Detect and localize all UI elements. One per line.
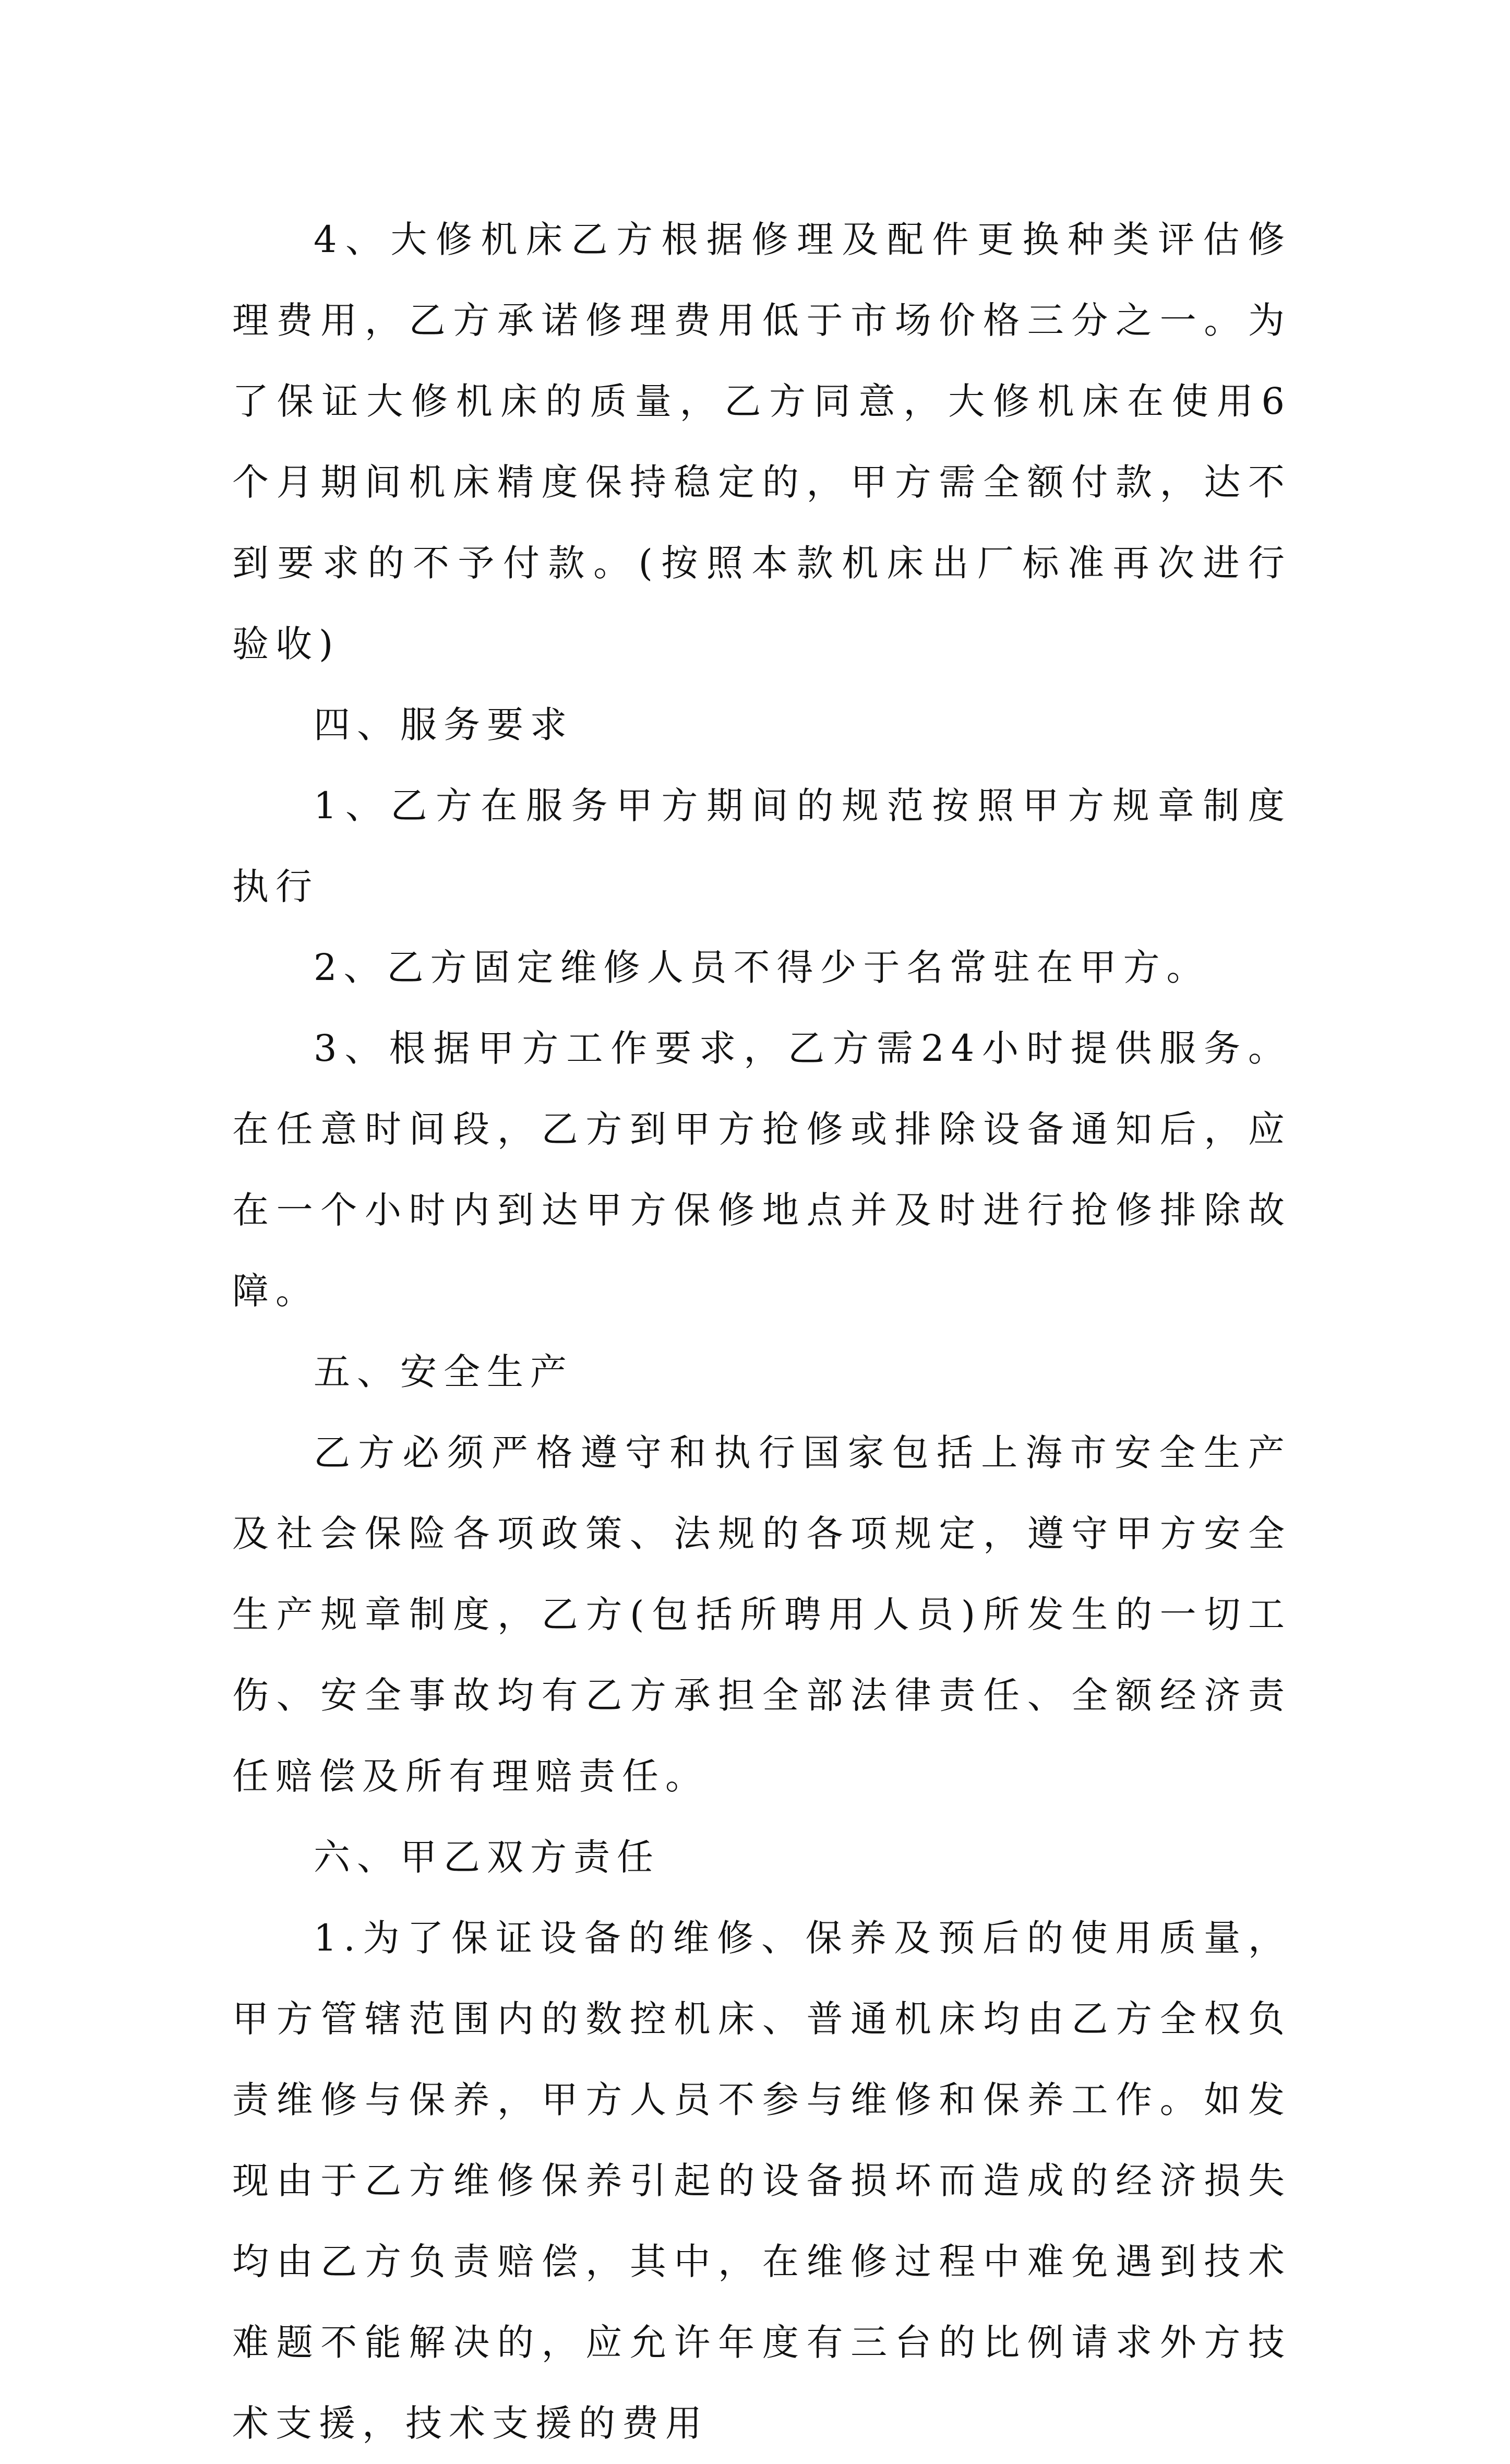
paragraph-safety-production: 乙方必须严格遵守和执行国家包括上海市安全生产及社会保险各项政策、法规的各项规定，遵守甲方安全生产规章制度，乙方(包括所聘用人员)所发生的一切工伤、安全事故均有乙方承担全部法律责任、全额经济责任赔偿及所有理赔责任。 bbox=[232, 1431, 1291, 1798]
paragraph-overhaul-cost: 4、大修机床乙方根据修理及配件更换种类评估修理费用，乙方承诺修理费用低于市场价格三分之一。为了保证大修机床的质量，乙方同意，大修机床在使用6个月期间机床精度保持稳定的，甲方需全额付款，达不到要求的不予付款。(按照本款机床出厂标准再次进行验收) bbox=[232, 218, 1291, 665]
section-heading-responsibilities: 六、甲乙双方责任 bbox=[314, 1836, 660, 1879]
document-body bbox=[232, 199, 1291, 2464]
paragraph-service-rule-2: 2、乙方固定维修人员不得少于名常驻在甲方。 bbox=[314, 946, 1210, 989]
section-heading-safety-production: 五、安全生产 bbox=[314, 1350, 573, 1393]
paragraph-service-rule-1: 1、乙方在服务甲方期间的规范按照甲方规章制度执行 bbox=[232, 784, 1291, 908]
paragraph-service-rule-3: 3、根据甲方工作要求，乙方需24小时提供服务。在任意时间段，乙方到甲方抢修或排除设备通知后，应在一个小时内到达甲方保修地点并及时进行抢修排除故障。 bbox=[232, 1027, 1291, 1312]
section-heading-service-requirements: 四、服务要求 bbox=[314, 703, 573, 746]
paragraph-responsibility-1: 1.为了保证设备的维修、保养及预后的使用质量，甲方管辖范围内的数控机床、普通机床均由乙方全权负责维修与保养，甲方人员不参与维修和保养工作。如发现由于乙方维修保养引起的设备损坏而造成的经济损失均由乙方负责赔偿，其中，在维修过程中难免遇到技术难题不能解决的，应允许年度有三台的比例请求外方技术支援，技术支援的费用 bbox=[232, 1917, 1291, 2445]
